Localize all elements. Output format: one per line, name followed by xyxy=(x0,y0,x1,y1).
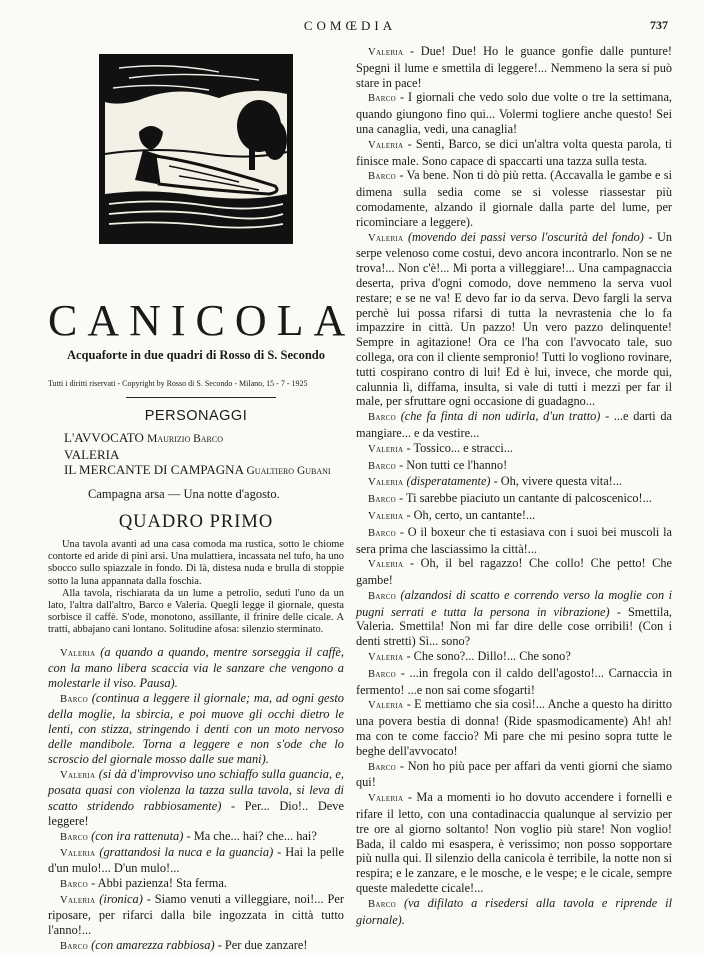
cast-role: VALERIA xyxy=(64,447,120,462)
speaker-name: Barco xyxy=(368,527,397,539)
dialogue-line xyxy=(356,44,672,90)
speaker-name: Barco xyxy=(368,93,397,105)
cast-list xyxy=(48,430,344,479)
divider xyxy=(126,397,276,398)
cast-item xyxy=(48,462,344,479)
spoken-text: - Abbi pazienza! Sta ferma. xyxy=(91,876,228,891)
dialogue-line xyxy=(356,896,672,928)
stage-direction: (alzandosi di scatto e correndo verso la moglie con i pugni serrati e tutta la persona in vibrazione) xyxy=(356,587,672,619)
spoken-text: - Non tutti ce l'hanno! xyxy=(399,457,508,472)
dialogue-line xyxy=(356,697,672,758)
spoken-text: - Che sono?... Dillo!... Che sono? xyxy=(406,649,571,664)
dialogue-line xyxy=(356,474,672,491)
spoken-text: - Un serpe velenoso come costui, devo ancora incontrarlo. Non se ne trova!... Non c'è!... Mi porta a villeggiare!... Una campagnaccia deserta, priva d'ogni comodo, dove nemmeno la serva vuol restare; e se ne va! E devo far io da serva. Devo fargli la serva perchè lui possa rifarsi di tutta la nevrastenia che lo fa impazzire in città. Un pazzo! Un vero pazzo delinquente! Sempre in agitazione! Ora ce l'ha con l'avvocato tale, suo collega, ora con il cliente sempronio! Tutti lo vogliono rovinare, tutti cospirano contro di lui! Ed è lui, invece, che morde qui, calunnia lì, diffama, insulta, si vale di tutti i mezzi per far il male, per sfruttare ogni occasione di guadagno... xyxy=(356,229,673,409)
dialogue-line xyxy=(356,790,672,896)
speaker-name: Barco xyxy=(368,460,397,472)
stage-direction-paragraph: Una tavola avanti ad una casa comoda ma rustica, sotto le chiome contorte ed aride di pini arsi. Una mulattiera, incassata nel tufo, ha uno sbocco sullo spiazzale in fondo. Di là, distesa nuda e brulla di stoppie sotto la luna appannata dalla foschia. xyxy=(48,539,344,587)
stage-direction-paragraph: Alla tavola, rischiarata da un lume a petrolio, seduti l'uno da un lato, l'altra dall'altro, Barco e Valeria. Quegli legge il giornale, questa sorbisce il caffè. S'ode, monotono, assillante, il frinire delle cicale. A tratti, abbajano cani lontano. Solitudine afosa: silenzio sterminato. xyxy=(48,587,344,636)
spoken-text: - E mettiamo che sia così!... Anche a questo ha diritto una povera bestia di donna! (Ride spasmodicamente) Ah! ah! ma con te come faccio? Mi pare che mi pesino sopra tutte le beghe dell'avvocato! xyxy=(356,697,672,758)
speaker-name: Valeria xyxy=(368,477,404,489)
left-dialogue xyxy=(48,645,344,955)
dialogue-line xyxy=(356,409,672,441)
speaker-name: Valeria xyxy=(368,652,404,664)
act-title: QUADRO PRIMO xyxy=(118,512,274,532)
speaker-name: Valeria xyxy=(368,559,404,571)
stage-direction: (con amarezza rabbiosa) xyxy=(91,938,215,953)
dialogue-line xyxy=(356,525,672,557)
stage-direction: (con ira rattenuta) xyxy=(91,828,184,843)
dialogue-line xyxy=(48,691,344,767)
dialogue-line xyxy=(356,759,672,791)
cast-actor: Gualtiero Gubani xyxy=(246,465,331,477)
speaker-name: Valeria xyxy=(368,700,404,712)
dialogue-line xyxy=(356,230,672,410)
dialogue-line xyxy=(356,666,672,698)
copyright-line: Tutti i diritti riservati - Copyright by Rosso di S. Secondo - Milano, 15 - 7 - 1925 xyxy=(48,379,308,388)
cast-item xyxy=(48,447,344,462)
stage-direction: (disperatamente) xyxy=(406,474,491,489)
dialogue-line xyxy=(48,892,344,938)
cast-heading: PERSONAGGI xyxy=(144,408,248,424)
dialogue-line xyxy=(48,845,344,876)
speaker-name: Barco xyxy=(368,590,397,602)
spoken-text: - O il boxeur che ti estasiava con i suoi bei muscoli la sera prima che lasciassimo la città!... xyxy=(356,524,672,556)
speaker-name: Barco xyxy=(368,494,397,506)
cast-item xyxy=(48,430,344,447)
play-title: CANICOLA xyxy=(48,296,356,345)
spoken-text: - Ma a momenti io ho dovuto accendere i fornelli e rifare il letto, con una contadinaccia qualunque al servizio per tre ore al giorno soltanto! Non voglio più stare! Non voglio! Bada, il caldo mi esaspera, è verissimo; non posso sopportare più nulla qui. Il silenzio della canicola è terribile, la notte non si respira; e le zanzare, e le mosche, e le vespe; e le cicale, sempre queste maledette cicale!... xyxy=(356,790,673,896)
speaker-name: Valeria xyxy=(60,647,96,659)
speaker-name: Valeria xyxy=(368,443,404,455)
stage-direction: (che fa finta di non udirla, d'un tratto) xyxy=(400,409,601,424)
spoken-text: - Per due zanzare! xyxy=(217,938,308,953)
spoken-text: - Hai la pelle d'un mulo!... D'un mulo!... xyxy=(48,844,344,875)
stage-direction: (a quando a quando, mentre sorseggia il caffè, con la mano libera scaccia via le sanzare che vengono a molestarle il viso. Pausa). xyxy=(48,644,344,690)
speaker-name: Valeria xyxy=(368,47,404,58)
cast-actor: Maurizio Barco xyxy=(147,433,224,445)
speaker-name: Barco xyxy=(60,831,89,843)
stage-direction: (continua a leggere il giornale; ma, ad ogni gesto della moglie, la sbircia, e poi muove gli occhi dietro le lenti, con stizza, stringendo i denti con un moto nervoso delle mandibole. Torna a leggere e non s'ode che lo scroscio del giornale mosso dalle sue mani). xyxy=(48,690,344,767)
dialogue-line xyxy=(356,491,672,508)
stage-direction: (grattandosi la nuca e la guancia) xyxy=(99,844,274,859)
dialogue-line xyxy=(356,508,672,525)
woodcut-illustration xyxy=(99,54,293,244)
dialogue-line xyxy=(356,588,672,649)
speaker-name: Valeria xyxy=(368,510,404,522)
speaker-name: Valeria xyxy=(60,895,96,907)
spoken-text: - Smettila, Valeria. Smettila! Non mi far dire delle cose orribili! (Con i denti stretti) Sì... sono? xyxy=(356,604,672,649)
left-column xyxy=(48,40,356,953)
spoken-text: - I giornali che vedo solo due volte o tre la settimana, quando giungono fino qui... Volermi togliere anche questo! Sei una canaglia, vedi, una canaglia! xyxy=(356,90,672,136)
spoken-text: - Oh, vivere questa vita!... xyxy=(493,474,622,489)
spoken-text: - Senti, Barco, se dici un'altra volta questa parola, ti finisce male. Sono capace di spaccarti una tazza sulla testa. xyxy=(356,136,672,168)
setting-line: Campagna arsa — Una notte d'agosto. xyxy=(88,487,280,501)
dialogue-line xyxy=(48,645,344,691)
speaker-name: Valeria xyxy=(368,232,404,244)
spoken-text: - ...in fregola con il caldo dell'agosto!... Carnaccia in fermento! ...e non sai come sfogarti! xyxy=(356,665,672,697)
spoken-text: - Tossico... e stracci... xyxy=(406,440,513,455)
cast-role: IL MERCANTE DI CAMPAGNA xyxy=(64,462,244,477)
spoken-text: - Oh, certo, un cantante!... xyxy=(406,507,536,522)
dialogue-line xyxy=(356,137,672,169)
stage-direction: (ironica) xyxy=(99,892,143,907)
speaker-name: Barco xyxy=(368,171,397,183)
dialogue-line xyxy=(48,938,344,954)
stage-direction: (va difilato a risedersi alla tavola e riprende il giornale). xyxy=(356,895,673,927)
spoken-text: - Due! Due! Ho le guance gonfie dalle punture! Spegni il lume e smettila di leggere!... Nemmeno la sera si può stare in pace! xyxy=(356,44,672,90)
dialogue-line xyxy=(48,876,344,892)
speaker-name: Valeria xyxy=(368,139,404,151)
stage-directions xyxy=(48,539,344,637)
spoken-text: - Va bene. Non ti dò più retta. (Accavalla le gambe e si dimena sulla sedia come se si volesse riassestar più comodamente, alzando il giornale dalla parte del lume, per ricominciare a leggere). xyxy=(356,168,672,229)
dialogue-line xyxy=(48,767,344,828)
spoken-text: - ...e darti da mangiare... e da vestire... xyxy=(356,409,673,440)
speaker-name: Barco xyxy=(60,941,89,953)
dialogue-line xyxy=(356,458,672,475)
page-number: 737 xyxy=(650,18,668,32)
spoken-text: - Oh, il bel ragazzo! Che collo! Che petto! Che gambe! xyxy=(356,556,672,588)
speaker-name: Barco xyxy=(60,879,89,891)
stage-direction: (si dà d'improvviso uno schiaffo sulla guancia, e, posata quasi con violenza la tazza sulla tavola, si leva di scatto stridendo rabbiosamente) xyxy=(48,767,344,813)
spoken-text: - Ma che... hai? che... hai? xyxy=(186,828,317,843)
dialogue-line xyxy=(356,168,672,229)
spoken-text: - Per... Dio!.. Deve leggere! xyxy=(48,798,344,828)
stage-direction: (movendo dei passi verso l'oscurità del fondo) xyxy=(407,229,644,244)
right-dialogue xyxy=(356,44,672,927)
spoken-text: - Non ho più pace per affari da venti giorni che siamo qui! xyxy=(356,758,672,790)
dialogue-line xyxy=(356,90,672,136)
journal-title: COMŒDIA xyxy=(303,18,397,33)
speaker-name: Valeria xyxy=(60,770,96,782)
cast-role: L'AVVOCATO xyxy=(64,430,144,445)
page-header xyxy=(0,18,704,38)
speaker-name: Barco xyxy=(368,668,397,680)
speaker-name: Barco xyxy=(368,898,397,910)
spoken-text: - Siamo venuti a villeggiare, noi!... Per riposare, per rifarci dalla bile ingozzata in città tutto l'anno!... xyxy=(48,892,344,938)
dialogue-line xyxy=(48,829,344,845)
dialogue-line xyxy=(356,649,672,666)
speaker-name: Valeria xyxy=(60,847,96,859)
speaker-name: Valeria xyxy=(368,793,404,805)
speaker-name: Barco xyxy=(368,412,397,424)
right-column xyxy=(356,44,673,927)
play-subtitle: Acquaforte in due quadri di Rosso di S. Secondo xyxy=(66,348,326,362)
dialogue-line xyxy=(356,441,672,458)
dialogue-line xyxy=(356,556,672,588)
spoken-text: - Ti sarebbe piaciuto un cantante di palcoscenico!... xyxy=(399,491,652,506)
speaker-name: Barco xyxy=(368,761,397,773)
speaker-name: Barco xyxy=(60,693,89,705)
